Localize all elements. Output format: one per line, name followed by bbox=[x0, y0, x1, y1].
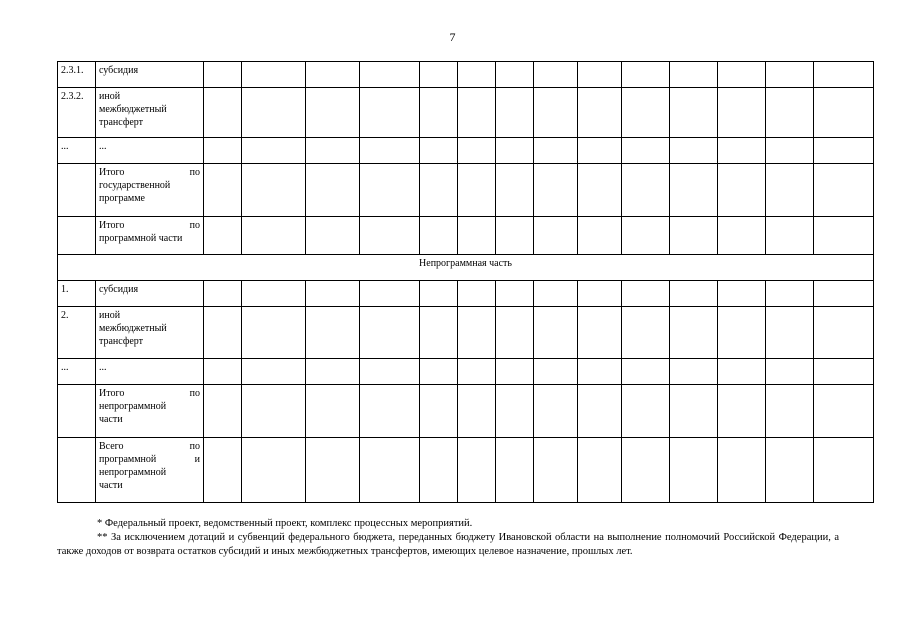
data-cell bbox=[718, 281, 766, 307]
data-cell bbox=[670, 88, 718, 138]
data-cell bbox=[496, 438, 534, 503]
table-row bbox=[58, 385, 874, 438]
data-cell bbox=[496, 164, 534, 217]
row-label-line: государственной bbox=[99, 180, 171, 191]
data-cell bbox=[496, 138, 534, 164]
data-cell bbox=[766, 164, 814, 217]
data-cell bbox=[204, 385, 242, 438]
data-cell bbox=[670, 359, 718, 385]
data-cell bbox=[534, 88, 578, 138]
table-row bbox=[58, 359, 874, 385]
data-cell bbox=[814, 62, 874, 88]
row-label bbox=[96, 385, 204, 438]
data-cell bbox=[306, 307, 360, 359]
data-cell bbox=[420, 88, 458, 138]
data-cell bbox=[496, 385, 534, 438]
data-cell bbox=[420, 438, 458, 503]
row-number: ... bbox=[58, 138, 96, 164]
row-label-line: части bbox=[99, 414, 123, 425]
row-label-line: иной bbox=[99, 91, 121, 102]
data-cell bbox=[306, 164, 360, 217]
data-cell bbox=[718, 88, 766, 138]
data-cell bbox=[360, 385, 420, 438]
data-cell bbox=[204, 62, 242, 88]
data-cell bbox=[242, 385, 306, 438]
row-label-line: ... bbox=[99, 362, 107, 373]
data-cell bbox=[622, 62, 670, 88]
row-label bbox=[96, 62, 204, 88]
row-number bbox=[58, 164, 96, 217]
data-cell bbox=[458, 385, 496, 438]
data-cell bbox=[420, 62, 458, 88]
page-number: 7 bbox=[449, 30, 456, 44]
data-cell bbox=[242, 164, 306, 217]
data-cell bbox=[814, 385, 874, 438]
data-cell bbox=[458, 88, 496, 138]
data-cell bbox=[814, 217, 874, 255]
data-cell bbox=[622, 138, 670, 164]
data-cell bbox=[670, 164, 718, 217]
data-cell bbox=[496, 62, 534, 88]
data-cell bbox=[204, 138, 242, 164]
row-label-line: трансферт bbox=[99, 336, 143, 347]
data-cell bbox=[766, 88, 814, 138]
data-cell bbox=[718, 438, 766, 503]
data-cell bbox=[622, 164, 670, 217]
data-cell bbox=[204, 217, 242, 255]
data-cell bbox=[622, 359, 670, 385]
data-cell bbox=[534, 359, 578, 385]
data-cell bbox=[578, 62, 622, 88]
data-cell bbox=[420, 359, 458, 385]
row-number bbox=[58, 385, 96, 438]
data-cell bbox=[204, 359, 242, 385]
row-label-line: Итого по bbox=[99, 167, 200, 178]
data-cell bbox=[718, 307, 766, 359]
data-cell bbox=[420, 385, 458, 438]
data-cell bbox=[306, 88, 360, 138]
data-cell bbox=[718, 62, 766, 88]
data-cell bbox=[360, 438, 420, 503]
data-cell bbox=[420, 307, 458, 359]
data-cell bbox=[578, 88, 622, 138]
row-label-line: Итого по bbox=[99, 220, 200, 231]
data-cell bbox=[578, 138, 622, 164]
data-cell bbox=[534, 138, 578, 164]
row-label-line: непрограммной bbox=[99, 401, 167, 412]
data-cell bbox=[534, 307, 578, 359]
data-cell bbox=[814, 438, 874, 503]
data-cell bbox=[670, 385, 718, 438]
data-cell bbox=[578, 438, 622, 503]
data-cell bbox=[242, 217, 306, 255]
data-cell bbox=[420, 138, 458, 164]
data-cell bbox=[242, 438, 306, 503]
data-cell bbox=[496, 307, 534, 359]
data-cell bbox=[242, 138, 306, 164]
data-cell bbox=[458, 217, 496, 255]
data-cell bbox=[766, 307, 814, 359]
data-cell bbox=[766, 281, 814, 307]
data-cell bbox=[670, 217, 718, 255]
data-cell bbox=[718, 359, 766, 385]
table-row bbox=[58, 307, 874, 359]
row-label-line: иной bbox=[99, 310, 121, 321]
row-label-line: непрограммной bbox=[99, 467, 167, 478]
data-cell bbox=[458, 62, 496, 88]
data-cell bbox=[306, 138, 360, 164]
row-number bbox=[58, 217, 96, 255]
row-label-line: межбюджетный bbox=[99, 323, 167, 334]
data-cell bbox=[718, 385, 766, 438]
data-cell bbox=[578, 281, 622, 307]
data-cell bbox=[766, 62, 814, 88]
data-cell bbox=[242, 88, 306, 138]
row-label-line: программной части bbox=[99, 233, 183, 244]
data-cell bbox=[360, 88, 420, 138]
data-cell bbox=[458, 359, 496, 385]
data-cell bbox=[622, 88, 670, 138]
row-label bbox=[96, 359, 204, 385]
data-cell bbox=[306, 281, 360, 307]
data-cell bbox=[204, 164, 242, 217]
data-cell bbox=[766, 138, 814, 164]
data-cell bbox=[204, 88, 242, 138]
row-number bbox=[58, 438, 96, 503]
data-cell bbox=[670, 307, 718, 359]
data-cell bbox=[306, 438, 360, 503]
footnote-2: ** За исключением дотаций и субвенций федерального бюджета, переданных бюджету Ивановской области на выполнение полномочий Российской Федерации, а также доходов от возврата остатков субсидий и иных межбюджетных трансфертов, имеющих целевое назначение, прошлых лет. bbox=[57, 532, 839, 557]
data-cell bbox=[670, 281, 718, 307]
row-label-line: трансферт bbox=[99, 117, 143, 128]
data-cell bbox=[622, 217, 670, 255]
data-cell bbox=[766, 217, 814, 255]
data-cell bbox=[306, 385, 360, 438]
data-cell bbox=[718, 217, 766, 255]
row-label bbox=[96, 438, 204, 503]
data-cell bbox=[360, 307, 420, 359]
data-cell bbox=[458, 307, 496, 359]
row-label bbox=[96, 88, 204, 138]
data-cell bbox=[420, 281, 458, 307]
table-row bbox=[58, 217, 874, 255]
data-cell bbox=[814, 307, 874, 359]
data-cell bbox=[420, 164, 458, 217]
row-number: ... bbox=[58, 359, 96, 385]
table-row bbox=[58, 88, 874, 138]
row-label-line: субсидия bbox=[99, 65, 139, 76]
table-row bbox=[58, 62, 874, 88]
data-cell bbox=[360, 217, 420, 255]
data-cell bbox=[578, 307, 622, 359]
row-label bbox=[96, 307, 204, 359]
data-cell bbox=[458, 281, 496, 307]
data-cell bbox=[534, 164, 578, 217]
data-cell bbox=[360, 138, 420, 164]
row-label bbox=[96, 164, 204, 217]
data-cell bbox=[578, 217, 622, 255]
data-cell bbox=[458, 164, 496, 217]
data-cell bbox=[766, 438, 814, 503]
table-row bbox=[58, 281, 874, 307]
row-label bbox=[96, 138, 204, 164]
data-cell bbox=[578, 164, 622, 217]
section-title: Непрограммная часть bbox=[58, 255, 874, 281]
data-cell bbox=[534, 62, 578, 88]
data-cell bbox=[360, 164, 420, 217]
row-label-line: части bbox=[99, 480, 123, 491]
data-cell bbox=[534, 217, 578, 255]
row-label-line: межбюджетный bbox=[99, 104, 167, 115]
data-cell bbox=[814, 164, 874, 217]
table-row bbox=[58, 438, 874, 503]
row-label-line: программной и bbox=[99, 454, 200, 465]
data-cell bbox=[622, 281, 670, 307]
data-cell bbox=[458, 138, 496, 164]
data-cell bbox=[534, 281, 578, 307]
row-label-line: Итого по bbox=[99, 388, 200, 399]
data-cell bbox=[360, 281, 420, 307]
data-cell bbox=[670, 62, 718, 88]
data-cell bbox=[496, 281, 534, 307]
data-cell bbox=[578, 359, 622, 385]
data-cell bbox=[622, 385, 670, 438]
data-cell bbox=[420, 217, 458, 255]
data-cell bbox=[306, 217, 360, 255]
data-cell bbox=[242, 307, 306, 359]
data-cell bbox=[578, 385, 622, 438]
row-number: 2.3.1. bbox=[58, 62, 96, 88]
data-cell bbox=[204, 438, 242, 503]
data-cell bbox=[622, 438, 670, 503]
data-cell bbox=[496, 359, 534, 385]
table-row bbox=[58, 164, 874, 217]
budget-table bbox=[57, 61, 874, 503]
data-cell bbox=[242, 281, 306, 307]
row-label-line: ... bbox=[99, 141, 107, 152]
data-cell bbox=[360, 359, 420, 385]
data-cell bbox=[670, 438, 718, 503]
row-label bbox=[96, 281, 204, 307]
row-number: 1. bbox=[58, 281, 96, 307]
data-cell bbox=[204, 281, 242, 307]
data-cell bbox=[360, 62, 420, 88]
data-cell bbox=[718, 138, 766, 164]
data-cell bbox=[718, 164, 766, 217]
data-cell bbox=[242, 62, 306, 88]
data-cell bbox=[814, 359, 874, 385]
section-row bbox=[58, 255, 874, 281]
footnote-1: * Федеральный проект, ведомственный проект, комплекс процессных мероприятий. bbox=[97, 518, 473, 529]
row-label-line: программе bbox=[99, 193, 145, 204]
data-cell bbox=[766, 359, 814, 385]
data-cell bbox=[242, 359, 306, 385]
footnotes bbox=[57, 517, 839, 559]
row-label bbox=[96, 217, 204, 255]
data-cell bbox=[534, 438, 578, 503]
data-cell bbox=[534, 385, 578, 438]
data-cell bbox=[814, 88, 874, 138]
data-cell bbox=[496, 217, 534, 255]
row-number: 2. bbox=[58, 307, 96, 359]
row-label-line: субсидия bbox=[99, 284, 139, 295]
data-cell bbox=[622, 307, 670, 359]
row-number: 2.3.2. bbox=[58, 88, 96, 138]
data-cell bbox=[306, 62, 360, 88]
row-label-line: Всего по bbox=[99, 441, 200, 452]
data-cell bbox=[458, 438, 496, 503]
data-cell bbox=[814, 138, 874, 164]
data-cell bbox=[814, 281, 874, 307]
data-cell bbox=[496, 88, 534, 138]
data-cell bbox=[204, 307, 242, 359]
table-row bbox=[58, 138, 874, 164]
data-cell bbox=[306, 359, 360, 385]
data-cell bbox=[670, 138, 718, 164]
data-cell bbox=[766, 385, 814, 438]
